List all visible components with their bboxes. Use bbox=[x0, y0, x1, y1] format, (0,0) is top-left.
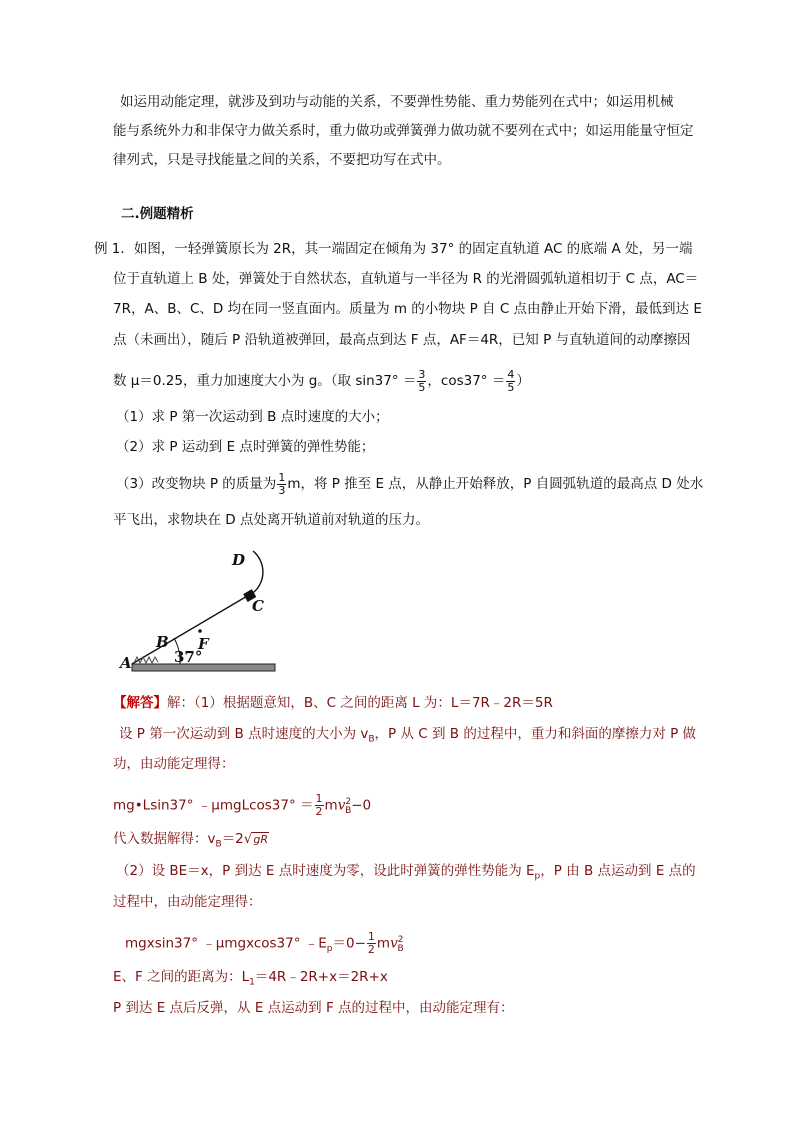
question-1: （1）求 P 第一次运动到 B 点时速度的大小； bbox=[116, 409, 389, 425]
sin-frac-num: 3 bbox=[418, 367, 426, 381]
eq1-frac-num: 1 bbox=[315, 792, 323, 805]
eq1-fraction bbox=[315, 793, 324, 818]
incline-figure bbox=[112, 545, 282, 680]
solution-line-3: 功，由动能定理得： bbox=[113, 756, 235, 772]
problem-line-5 bbox=[113, 367, 530, 395]
eq2-text-b: ＝0− bbox=[332, 935, 366, 952]
eq2-velocity: v bbox=[390, 935, 398, 952]
eq1-text-c: −0 bbox=[351, 797, 372, 814]
problem-line-1: 例 1．如图，一轻弹簧原长为 2R，其一端固定在倾角为 37° 的固定直轨道 AC 的底端 A 处，另一端 bbox=[94, 241, 693, 257]
sqrt-gr: gR bbox=[253, 833, 269, 846]
equation-2 bbox=[125, 926, 404, 963]
eq2-text-a: mgxsin37° ﹣μmgxcos37° ﹣E bbox=[125, 935, 327, 952]
mass-fraction bbox=[277, 472, 286, 497]
problem-line-5-text-c: ） bbox=[516, 373, 530, 389]
problem-line-5-text-a: 数 μ＝0.25，重力加速度大小为 g。（取 sin37° ＝ bbox=[113, 373, 417, 389]
intro-line-3: 律列式，只是寻找能量之间的关系，不要把功写在式中。 bbox=[113, 152, 451, 168]
vb-subscript: B bbox=[368, 734, 375, 745]
problem-line-5-text-b: ，cos37° ＝ bbox=[427, 373, 506, 389]
eq1-mass: m bbox=[324, 797, 338, 814]
mass-frac-num: 1 bbox=[278, 470, 286, 484]
solution-line-1-text: 解：（1）根据题意知，B、C 之间的距离 L 为：L＝7R﹣2R＝5R bbox=[167, 695, 553, 711]
solution-line-2-text-b: ，P 从 C 到 B 的过程中，重力和斜面的摩擦力对 P 做 bbox=[374, 726, 697, 742]
solution-line-7 bbox=[113, 968, 388, 992]
solution-line-5-text-a: （2）设 BE＝x，P 到达 E 点时速度为零，设此时弹簧的弹性势能为 E bbox=[116, 863, 535, 879]
equation-1 bbox=[113, 788, 371, 825]
solution-line-7-text-a: E、F 之间的距离为：L bbox=[113, 969, 250, 985]
solution-line-7-text-b: ＝4R﹣2R+x＝2R+x bbox=[254, 969, 388, 985]
solution-line-5 bbox=[116, 862, 696, 886]
eq2-subscript: B bbox=[397, 944, 404, 955]
solution-line-5-text-b: ，P 由 B 点运动到 E 点的 bbox=[540, 863, 696, 879]
question-3 bbox=[116, 470, 703, 498]
question-3-line-2: 平飞出，求物块在 D 点处离开轨道前对轨道的压力。 bbox=[113, 512, 429, 528]
eq2-mass: m bbox=[376, 935, 391, 952]
solution-line-2-text-a: 设 P 第一次运动到 B 点时速度的大小为 v bbox=[119, 726, 369, 742]
arc-track bbox=[253, 551, 263, 592]
intro-line-2: 能与系统外力和非保守力做关系时，重力做功或弹簧弹力做功就不要列在式中；如运用能量守恒定 bbox=[113, 123, 694, 139]
eq2-frac-den: 2 bbox=[367, 943, 375, 956]
label-c: C bbox=[252, 597, 264, 615]
question-3-text-b: m，将 P 推至 E 点，从静止开始释放，P 自圆弧轨道的最高点 D 处水 bbox=[287, 476, 704, 492]
problem-line-3: 7R，A、B、C、D 均在同一竖直面内。质量为 m 的小物块 P 自 C 点由静止开始下滑，最低到达 E bbox=[113, 301, 702, 317]
solution-line-4: 代入数据解得：$v_B=2√gR$ bbox=[113, 831, 269, 850]
solution-line-2 bbox=[119, 725, 696, 749]
cos-frac-num: 4 bbox=[507, 367, 515, 381]
eq1-velocity: v bbox=[337, 797, 346, 814]
label-b: B bbox=[156, 633, 169, 651]
eq1-subscript: B bbox=[345, 806, 352, 817]
section-heading: 二.例题精析 bbox=[121, 206, 194, 222]
question-3-text-a: （3）改变物块 P 的质量为 bbox=[116, 476, 277, 492]
solution-line-6: 过程中，由动能定理得： bbox=[113, 894, 262, 910]
eq1-frac-den: 2 bbox=[315, 805, 323, 818]
label-a: A bbox=[120, 654, 132, 672]
point-f bbox=[198, 629, 202, 633]
label-f: F bbox=[198, 635, 209, 653]
label-angle: 37° bbox=[174, 648, 203, 666]
solution-line-1 bbox=[113, 694, 553, 712]
eq2-frac-num: 1 bbox=[367, 930, 375, 943]
problem-line-2: 位于直轨道上 B 处，弹簧处于自然状态，直轨道与一半径为 R 的光滑圆弧轨道相切于 C 点，AC＝ bbox=[113, 271, 699, 287]
cos-frac-den: 5 bbox=[507, 380, 515, 394]
sin-fraction bbox=[417, 369, 426, 394]
question-2: （2）求 P 运动到 E 点时弹簧的弹性势能； bbox=[116, 439, 375, 455]
solution-tag: 【解答】 bbox=[113, 695, 167, 711]
solution-line-4-text-b: ＝2 bbox=[221, 831, 244, 847]
cos-fraction bbox=[506, 369, 515, 394]
sin-frac-den: 5 bbox=[418, 380, 426, 394]
eq2-superscript: 2 bbox=[397, 935, 404, 945]
problem-line-4: 点（未画出），随后 P 沿轨道被弹回，最高点到达 F 点，AF＝4R，已知 P 与直轨道间的动摩擦因 bbox=[113, 332, 691, 348]
ground-plate bbox=[132, 664, 275, 671]
solution-line-8: P 到达 E 点后反弹，从 E 点运动到 F 点的过程中，由动能定理有： bbox=[113, 1000, 514, 1016]
eq1-superscript: 2 bbox=[345, 797, 352, 807]
eq2-fraction bbox=[367, 931, 376, 956]
eq2-ep-subscript: p bbox=[326, 944, 333, 955]
eq1-text-a: mg•Lsin37° ﹣μmgLcos37° ＝ bbox=[113, 797, 314, 814]
label-d: D bbox=[232, 551, 246, 569]
l1-subscript: 1 bbox=[249, 977, 255, 988]
intro-line-1: 如运用动能定理，就涉及到功与动能的关系，不要弹性势能、重力势能列在式中；如运用机械 bbox=[120, 94, 674, 110]
solution-line-4-text-a: 代入数据解得：v bbox=[113, 831, 216, 847]
ep-subscript: p bbox=[534, 871, 541, 882]
vb-subscript-2: B bbox=[215, 839, 222, 850]
mass-frac-den: 3 bbox=[278, 483, 286, 497]
